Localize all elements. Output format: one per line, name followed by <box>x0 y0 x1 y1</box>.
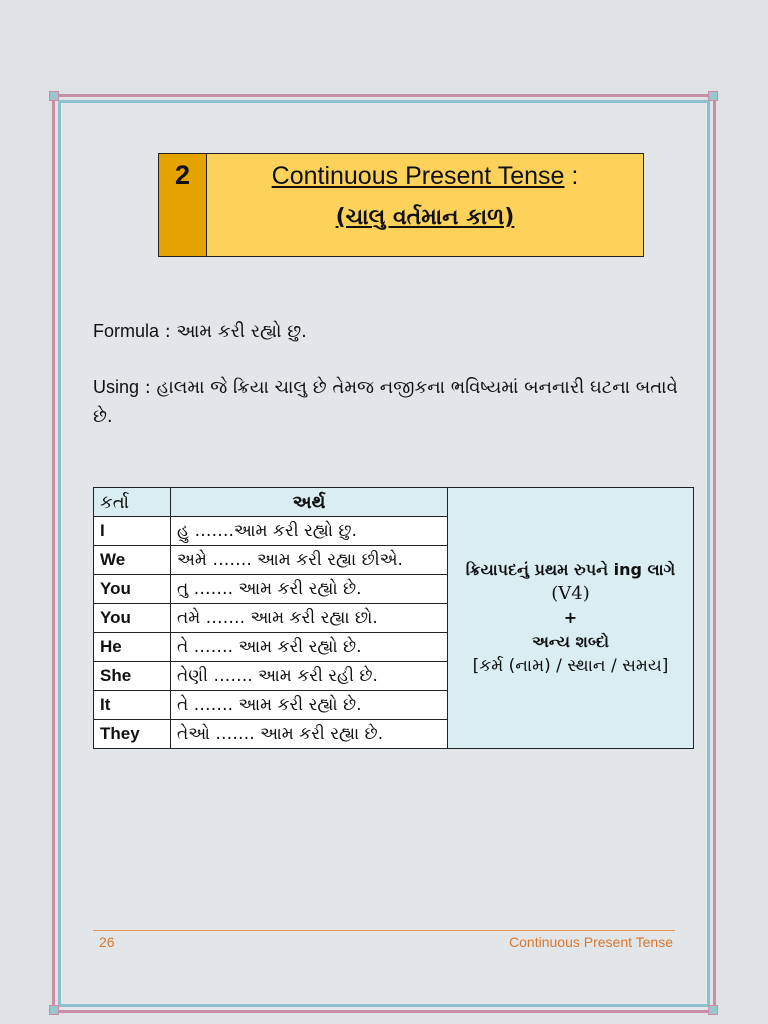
title-text-cell <box>207 154 643 256</box>
border-left-outer <box>52 94 55 1013</box>
side-note-line1: ક્રિયાપદનું પ્રથમ રુપને ing લાગે <box>465 560 676 579</box>
row-meaning: હુ …….આમ કરી રહ્યો છુ. <box>171 517 448 546</box>
row-meaning: તેણી ……. આમ કરી રહી છે. <box>171 662 448 691</box>
table-header-row <box>94 488 694 517</box>
title-number: 2 <box>159 154 207 256</box>
border-bottom-outer <box>52 1010 716 1013</box>
row-subject: We <box>94 546 171 575</box>
row-subject: It <box>94 691 171 720</box>
side-note <box>448 488 694 749</box>
footer-page-number: 26 <box>99 934 115 950</box>
side-note-line2: (V4) <box>551 583 590 604</box>
row-meaning: તે ……. આમ કરી રહ્યો છે. <box>171 691 448 720</box>
row-meaning: તમે ……. આમ કરી રહ્યા છો. <box>171 604 448 633</box>
row-subject: You <box>94 575 171 604</box>
title-colon: : <box>571 162 579 190</box>
row-meaning: તેઓ ……. આમ કરી રહ્યા છે. <box>171 720 448 749</box>
side-note-line3: + <box>563 608 578 627</box>
border-bottom-inner <box>58 1004 710 1007</box>
border-right-inner <box>707 100 710 1007</box>
corner-ornament-top-left <box>49 91 59 101</box>
footer-rule <box>93 930 675 931</box>
title-gujarati: (ચાલુ વર્તમાન કાળ) <box>335 205 515 230</box>
row-meaning: તે ……. આમ કરી રહ્યો છે. <box>171 633 448 662</box>
corner-ornament-top-right <box>708 91 718 101</box>
border-left-inner <box>58 100 61 1007</box>
corner-ornament-bottom-left <box>49 1005 59 1015</box>
header-meaning: અર્થ <box>171 488 448 517</box>
using-text: : હાલમા જે ક્રિયા ચાલુ છે તેમજ નજીકના ભવિષ્યમાં બનનારી ઘટના બતાવે છે. <box>93 377 678 427</box>
conjugation-table <box>93 487 694 749</box>
row-subject: You <box>94 604 171 633</box>
title-english-text: Continuous Present Tense <box>271 162 565 190</box>
corner-ornament-bottom-right <box>708 1005 718 1015</box>
border-right-outer <box>713 94 716 1013</box>
side-note-line5: [કર્મ (નામ) / સ્થાન / સમય] <box>472 656 669 676</box>
using-label: Using <box>93 377 140 397</box>
row-meaning: અમે ……. આમ કરી રહ્યા છીએ. <box>171 546 448 575</box>
row-subject: I <box>94 517 171 546</box>
row-subject: They <box>94 720 171 749</box>
formula-text: : આમ કરી રહ્યો છુ. <box>164 321 307 342</box>
using-paragraph <box>93 373 683 431</box>
border-top-inner <box>58 100 710 103</box>
title-english <box>207 162 643 191</box>
border-top-outer <box>52 94 716 97</box>
row-subject: He <box>94 633 171 662</box>
header-subject: કર્તા <box>94 488 171 517</box>
formula-label: Formula <box>93 321 160 341</box>
side-note-line4: અન્ય શબ્દો <box>531 632 610 651</box>
footer-running-title: Continuous Present Tense <box>509 934 673 950</box>
formula-paragraph <box>93 317 683 346</box>
row-meaning: તુ ……. આમ કરી રહ્યો છે. <box>171 575 448 604</box>
row-subject: She <box>94 662 171 691</box>
title-box <box>158 153 644 257</box>
